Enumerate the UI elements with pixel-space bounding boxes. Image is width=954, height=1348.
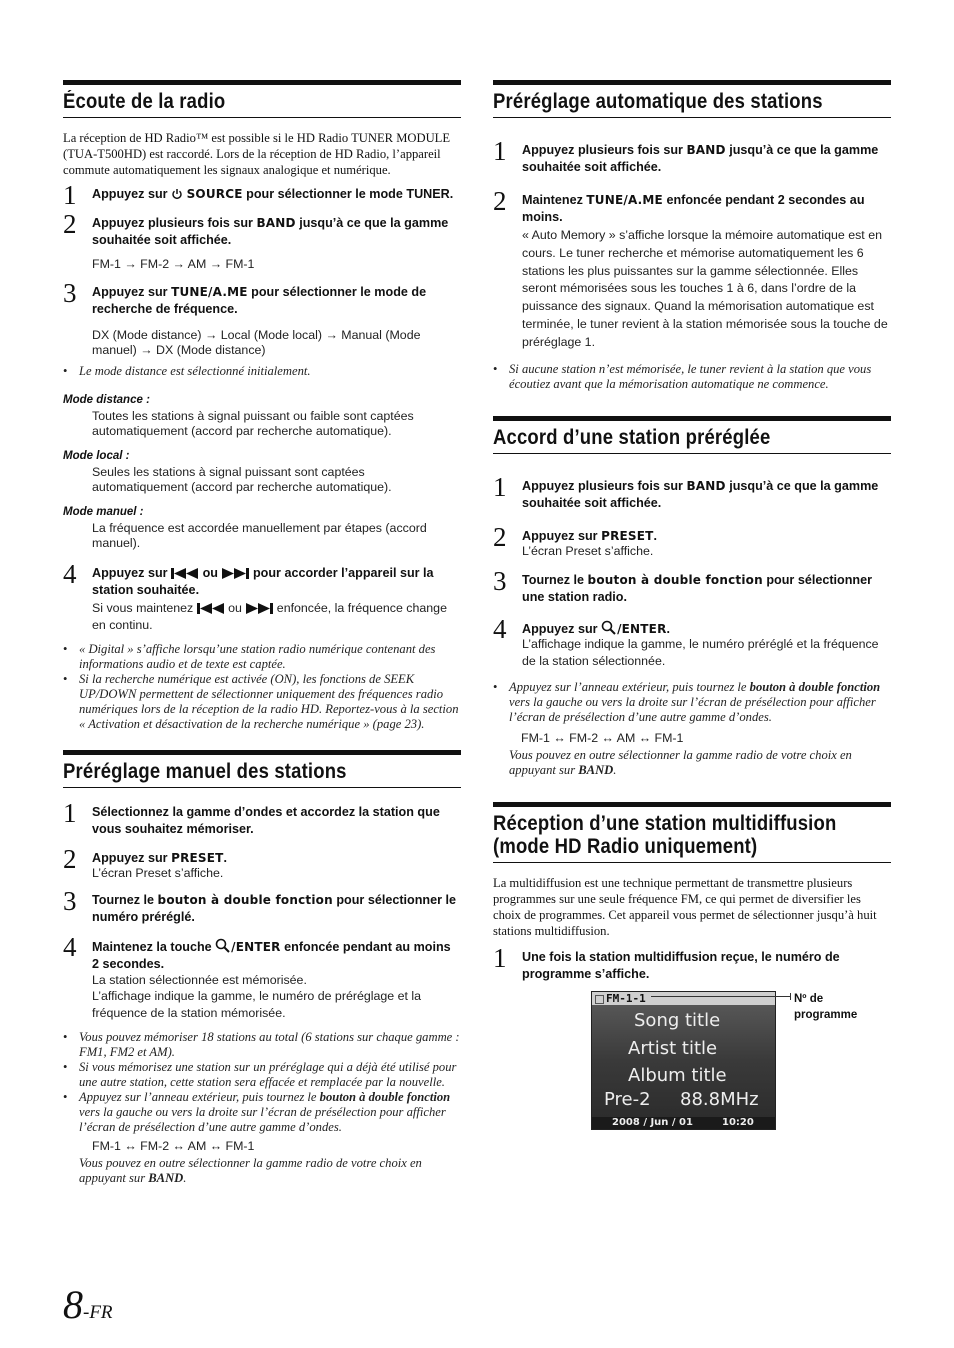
step-1 xyxy=(63,180,461,210)
program-number-label: Nº de programme xyxy=(794,992,858,1021)
step-detail: La station sélectionnée est mémorisée. xyxy=(92,973,307,987)
radio-display-screen xyxy=(591,991,776,1130)
display-album: Album title xyxy=(628,1064,727,1086)
step-number: 1 xyxy=(493,471,507,502)
note-item: • Si vous mémorisez une station sur un préréglage qui a déjà été utilisé pour une autre station, cette station sera effacée et remplacée par la nouvelle. xyxy=(63,1060,461,1090)
notes-list xyxy=(63,1030,461,1135)
note-item: • Appuyez sur l’anneau extérieur, puis tournez le bouton à double fonction vers la gauche ou vers la droite sur l’écran de présélection pour afficher l’écran de présélection d’une autre gamme d’ondes. xyxy=(63,1090,461,1135)
step-detail: L’affichage indique la gamme, le numéro préréglé et la fréquence de la station sélectionnée. xyxy=(522,636,879,668)
section-title: Réception d’une station multidiffusion (mode HD Radio uniquement) xyxy=(493,811,837,858)
step-number: 4 xyxy=(63,559,77,589)
step-2 xyxy=(63,844,461,882)
band-sequence: FM-1 ↔ FM-2 ↔ AM ↔ FM-1 xyxy=(92,1139,255,1153)
previous-track-icon xyxy=(171,568,199,579)
step-number: 3 xyxy=(493,565,507,596)
step-detail: L’écran Preset s’affiche. xyxy=(522,543,654,558)
section-title: Accord d’une station préréglée xyxy=(493,425,771,449)
note-continuation: Vous pouvez en outre sélectionner la gamme radio de votre choix en appuyant sur BAND. xyxy=(79,1156,422,1185)
step-3 xyxy=(493,565,891,606)
step-3 xyxy=(63,278,461,318)
notes-list xyxy=(63,364,461,379)
step-2 xyxy=(493,521,891,560)
radio-display-illustration xyxy=(591,991,891,1131)
step-detail: L’affichage indique la gamme, le numéro de préréglage et la fréquence de la station mémorisée. xyxy=(92,989,422,1020)
step-instruction: Appuyez sur /ENTER. xyxy=(522,621,671,636)
notes-list xyxy=(63,642,461,732)
mode-local-desc: Seules les stations à signal puissant sont captées automatiquement (accord par recherche automatique). xyxy=(92,465,392,494)
display-frequency: 88.8MHz xyxy=(680,1088,759,1110)
mode-manuel-desc: La fréquence est accordée manuellement par étapes (accord manuel). xyxy=(92,521,427,550)
mode-distance-label: Mode distance : xyxy=(63,394,150,406)
step-instruction: Sélectionnez la gamme d’ondes et accordez la station que vous souhaitez mémoriser. xyxy=(92,805,440,836)
display-song: Song title xyxy=(634,1009,721,1031)
step-4 xyxy=(63,559,461,634)
step-instruction: Appuyez sur TUNE/A.ME pour sélectionner le mode de recherche de fréquence. xyxy=(92,285,427,316)
step-number: 3 xyxy=(63,886,77,916)
section-title: Préréglage automatique des stations xyxy=(493,90,823,113)
section-header-ecoute xyxy=(63,80,461,118)
step-number: 4 xyxy=(493,613,507,644)
display-preset: Pre-2 xyxy=(604,1088,651,1110)
step-3 xyxy=(63,886,461,926)
mode-sequence: DX (Mode distance) → Local (Mode local) → Manual (Mode manuel) → DX (Mode distance) xyxy=(92,328,421,357)
mode-distance-desc: Toutes les stations à signal puissant ou faible sont captées automatiquement (accord par recherche automatique). xyxy=(92,409,414,438)
search-icon xyxy=(601,620,617,635)
band-sequence: FM-1 → FM-2 → AM → FM-1 xyxy=(92,257,255,271)
step-instruction: Appuyez plusieurs fois sur BAND jusqu’à ce que la gamme souhaitée soit affichée. xyxy=(522,478,879,510)
note-item: • Appuyez sur l’anneau extérieur, puis tournez le bouton à double fonction vers la gauche ou vers la droite sur l’écran de présélection pour afficher l’écran de présélection d’une autre gamme d’ondes. xyxy=(493,680,891,725)
note-item: • Le mode distance est sélectionné initialement. xyxy=(63,364,461,379)
step-number: 1 xyxy=(493,136,507,166)
step-number: 1 xyxy=(493,942,507,973)
step-number: 1 xyxy=(63,180,77,210)
step-number: 3 xyxy=(63,278,77,308)
step-instruction: Appuyez plusieurs fois sur BAND jusqu’à ce que la gamme souhaitée soit affichée. xyxy=(92,216,449,247)
step-instruction: Tournez le bouton à double fonction pour sélectionner une station radio. xyxy=(522,572,873,604)
step-instruction: Appuyez plusieurs fois sur BAND jusqu’à ce que la gamme souhaitée soit affichée. xyxy=(522,143,879,174)
step-number: 4 xyxy=(63,932,77,962)
power-icon xyxy=(171,188,183,200)
section-header-multidiffusion xyxy=(493,802,891,863)
step-number: 2 xyxy=(493,186,507,216)
band-sequence: FM-1 ↔ FM-2 ↔ AM ↔ FM-1 xyxy=(521,730,684,745)
step-1 xyxy=(493,471,891,512)
notes-list xyxy=(493,680,891,725)
note-item: • Si aucune station n’est mémorisée, le tuner revient à la station que vous écoutiez avant que la mémorisation automatique ne commence. xyxy=(493,362,891,392)
next-track-icon xyxy=(221,568,249,579)
step-instruction: Maintenez la touche /ENTER enfoncée pendant au moins 2 secondes. xyxy=(92,940,451,971)
step-number: 2 xyxy=(493,521,507,552)
display-top-bar xyxy=(592,992,775,1005)
mode-manuel-label: Mode manuel : xyxy=(63,506,144,518)
step-detail: « Auto Memory » s’affiche lorsque la mémoire automatique est en cours. Le tuner recherche et mémorise automatiquement les 6 stations les plus puissantes sur la gamme sélectionnée. Elles seront mémorisées sous les touches 1 à 6, dans l’ordre de la puissance des signaux. Quand la mémorisation automatique est terminée, le tuner revient à la station mémorisée sous la touche de préréglage 1. xyxy=(522,228,888,349)
previous-track-icon xyxy=(197,603,225,614)
step-1 xyxy=(493,942,891,983)
section-title: Préréglage manuel des stations xyxy=(63,760,347,783)
step-instruction: Appuyez sur ou pour accorder l’appareil sur la station souhaitée. xyxy=(92,566,434,597)
step-2 xyxy=(63,209,461,249)
step-number: 2 xyxy=(63,844,77,874)
next-track-icon xyxy=(245,603,273,614)
search-icon xyxy=(215,938,231,953)
step-number: 2 xyxy=(63,209,77,239)
step-4 xyxy=(493,613,891,670)
step-instruction: Appuyez sur PRESET. xyxy=(92,851,228,865)
left-column xyxy=(63,80,461,1196)
page-number: 8-FR xyxy=(63,1282,113,1327)
intro-paragraph: La multidiffusion est une technique permettant de transmettre plusieurs programmes sur une seule fréquence FM, ce qui permet de diversifier les choix de programmes. Cet appareil vous permet de sélectionner jusqu’à huit stations multidiffusion. xyxy=(493,875,877,938)
step-instruction: Maintenez TUNE/A.ME enfoncée pendant 2 secondes au moins. xyxy=(522,193,865,224)
section-header-preglage-auto xyxy=(493,80,891,118)
step-instruction: Appuyez sur SOURCE pour sélectionner le mode TUNER. xyxy=(92,187,454,201)
display-date: 2008 / Jun / 01 xyxy=(612,1116,693,1128)
note-item: • Si la recherche numérique est activée (ON), les fonctions de SEEK UP/DOWN permettent de sélectionner uniquement des fréquences radio numériques lors de la réception de la radio HD. Reportez-vous à la section « Activation et désactivation de la recherche numérique » (page 23). xyxy=(63,672,461,732)
display-band: FM-1-1 xyxy=(606,991,646,1005)
multicast-icon xyxy=(595,995,604,1004)
note-item: • Vous pouvez mémoriser 18 stations au total (6 stations sur chaque gamme : FM1, FM2 et AM). xyxy=(63,1030,461,1060)
step-detail: L’écran Preset s’affiche. xyxy=(92,866,224,880)
note-continuation: Vous pouvez en outre sélectionner la gamme radio de votre choix en appuyant sur BAND. xyxy=(509,747,852,777)
section-title: Écoute de la radio xyxy=(63,90,226,113)
callout-line xyxy=(651,996,791,997)
step-1 xyxy=(493,136,891,176)
step-number: 1 xyxy=(63,798,77,828)
step-1 xyxy=(63,798,461,838)
notes-list xyxy=(493,362,891,392)
step-detail: Si vous maintenez ou enfoncée, la fréquence change en continu. xyxy=(92,601,447,632)
intro-paragraph: La réception de HD Radio™ est possible si le HD Radio TUNER MODULE (TUA-T500HD) est raccordé. Lors de la réception de HD Radio, l’appareil commute automatiquement les signaux analogique et numérique. xyxy=(63,131,451,177)
mode-local-label: Mode local : xyxy=(63,450,130,462)
step-2 xyxy=(493,186,891,352)
display-artist: Artist title xyxy=(628,1037,718,1059)
display-footer xyxy=(592,1117,775,1129)
section-header-accord xyxy=(493,416,891,454)
display-time: 10:20 xyxy=(722,1116,754,1128)
step-4 xyxy=(63,932,461,1022)
step-instruction: Tournez le bouton à double fonction pour sélectionner le numéro préréglé. xyxy=(92,893,457,924)
step-instruction: Une fois la station multidiffusion reçue, le numéro de programme s’affiche. xyxy=(522,949,840,981)
step-instruction: Appuyez sur PRESET. xyxy=(522,528,658,543)
section-header-preglage-manuel xyxy=(63,750,461,788)
note-item: • « Digital » s’affiche lorsqu’une station radio numérique contenant des informations audio et de texte est captée. xyxy=(63,642,461,672)
right-column xyxy=(493,80,891,1131)
